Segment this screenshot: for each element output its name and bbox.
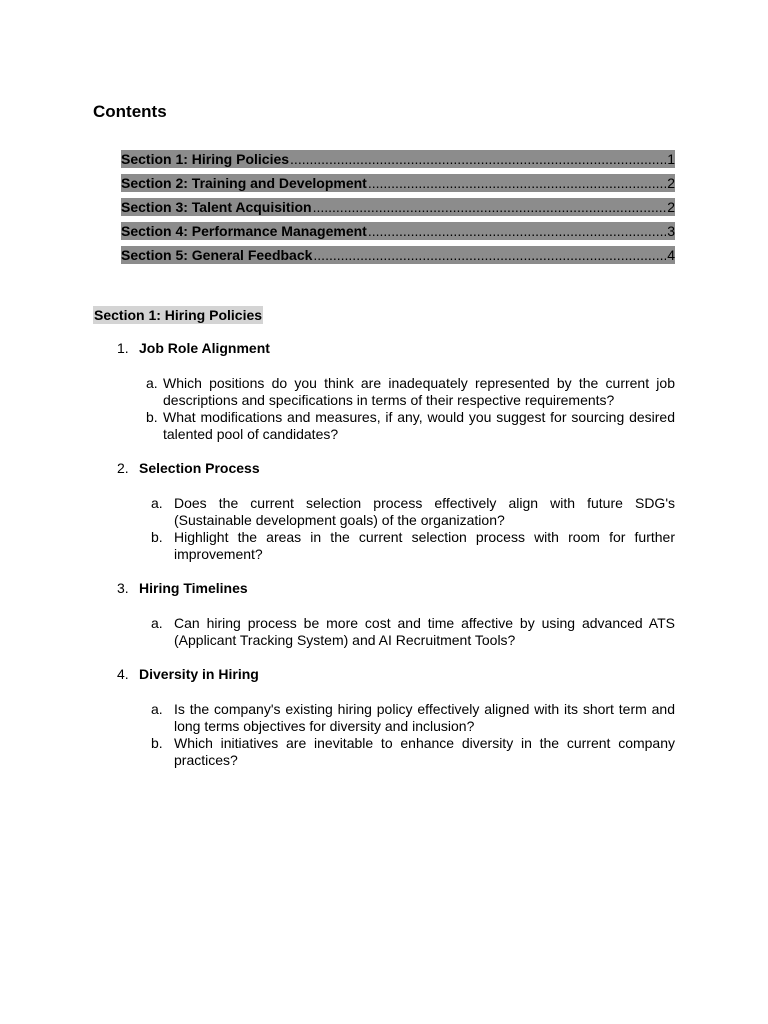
toc-entry-3[interactable] [121,198,675,216]
table-of-contents [121,150,675,270]
toc-entry-page: 2 [667,175,675,191]
item-number: 4. [117,666,129,682]
item-title: Hiring Timelines [139,580,248,596]
toc-entry-label: Section 4: Performance Management [121,223,367,239]
toc-dot-leader [313,198,667,216]
question [93,375,675,409]
question-text: Which initiatives are inevitable to enhance diversity in the current company practices? [174,735,675,768]
toc-dot-leader [368,222,666,240]
toc-dot-leader [368,174,666,192]
item-number: 2. [117,460,129,476]
question-text: Which positions do you think are inadequately represented by the current job descriptions and specifications in terms of their respective requirements? [163,375,675,408]
question-letter: a. [151,701,163,717]
question-text: What modifications and measures, if any, would you suggest for sourcing desired talented pool of candidates? [163,409,675,442]
toc-entry-2[interactable] [121,174,675,192]
question-letter: b. [151,529,163,545]
item-number: 1. [117,340,129,356]
question-text: Can hiring process be more cost and time affective by using advanced ATS (Applicant Tracking System) and AI Recruitment Tools? [174,615,675,648]
toc-entry-4[interactable] [121,222,675,240]
list-item [93,666,675,769]
question [93,495,675,529]
section-heading: Section 1: Hiring Policies [94,307,263,323]
item-heading [93,460,675,478]
item-title: Job Role Alignment [139,340,270,356]
toc-dot-leader [313,246,666,264]
question-letter: b. [151,735,163,751]
toc-entry-label: Section 2: Training and Development [121,175,367,191]
item-heading [93,666,675,684]
list-item [93,340,675,443]
toc-entry-1[interactable] [121,150,675,168]
list-item [93,460,675,563]
question [93,615,675,649]
list-item [93,580,675,649]
question-text: Does the current selection process effectively align with future SDG's (Sustainable development goals) of the organization? [174,495,675,528]
question [93,735,675,769]
toc-entry-page: 2 [667,199,675,215]
item-heading [93,580,675,598]
item-number: 3. [117,580,129,596]
toc-entry-5[interactable] [121,246,675,264]
toc-dot-leader [290,150,666,168]
question-letter: a. [151,615,163,631]
question [93,529,675,563]
item-title: Selection Process [139,460,260,476]
question-letter: b. [146,409,158,425]
question-letter: a. [151,495,163,511]
toc-entry-page: 4 [667,247,675,263]
item-heading [93,340,675,358]
question-text: Is the company's existing hiring policy effectively aligned with its short term and long terms objectives for diversity and inclusion? [174,701,675,734]
question-letter: a. [146,375,158,391]
toc-entry-page: 3 [667,223,675,239]
item-title: Diversity in Hiring [139,666,259,682]
question [93,701,675,735]
toc-entry-label: Section 5: General Feedback [121,247,313,263]
contents-title: Contents [93,102,167,121]
question-list [93,340,675,786]
toc-entry-label: Section 3: Talent Acquisition [121,199,312,215]
question [93,409,675,443]
toc-entry-page: 1 [667,151,675,167]
toc-entry-label: Section 1: Hiring Policies [121,151,290,167]
question-text: Highlight the areas in the current selection process with room for further improvement? [174,529,675,562]
